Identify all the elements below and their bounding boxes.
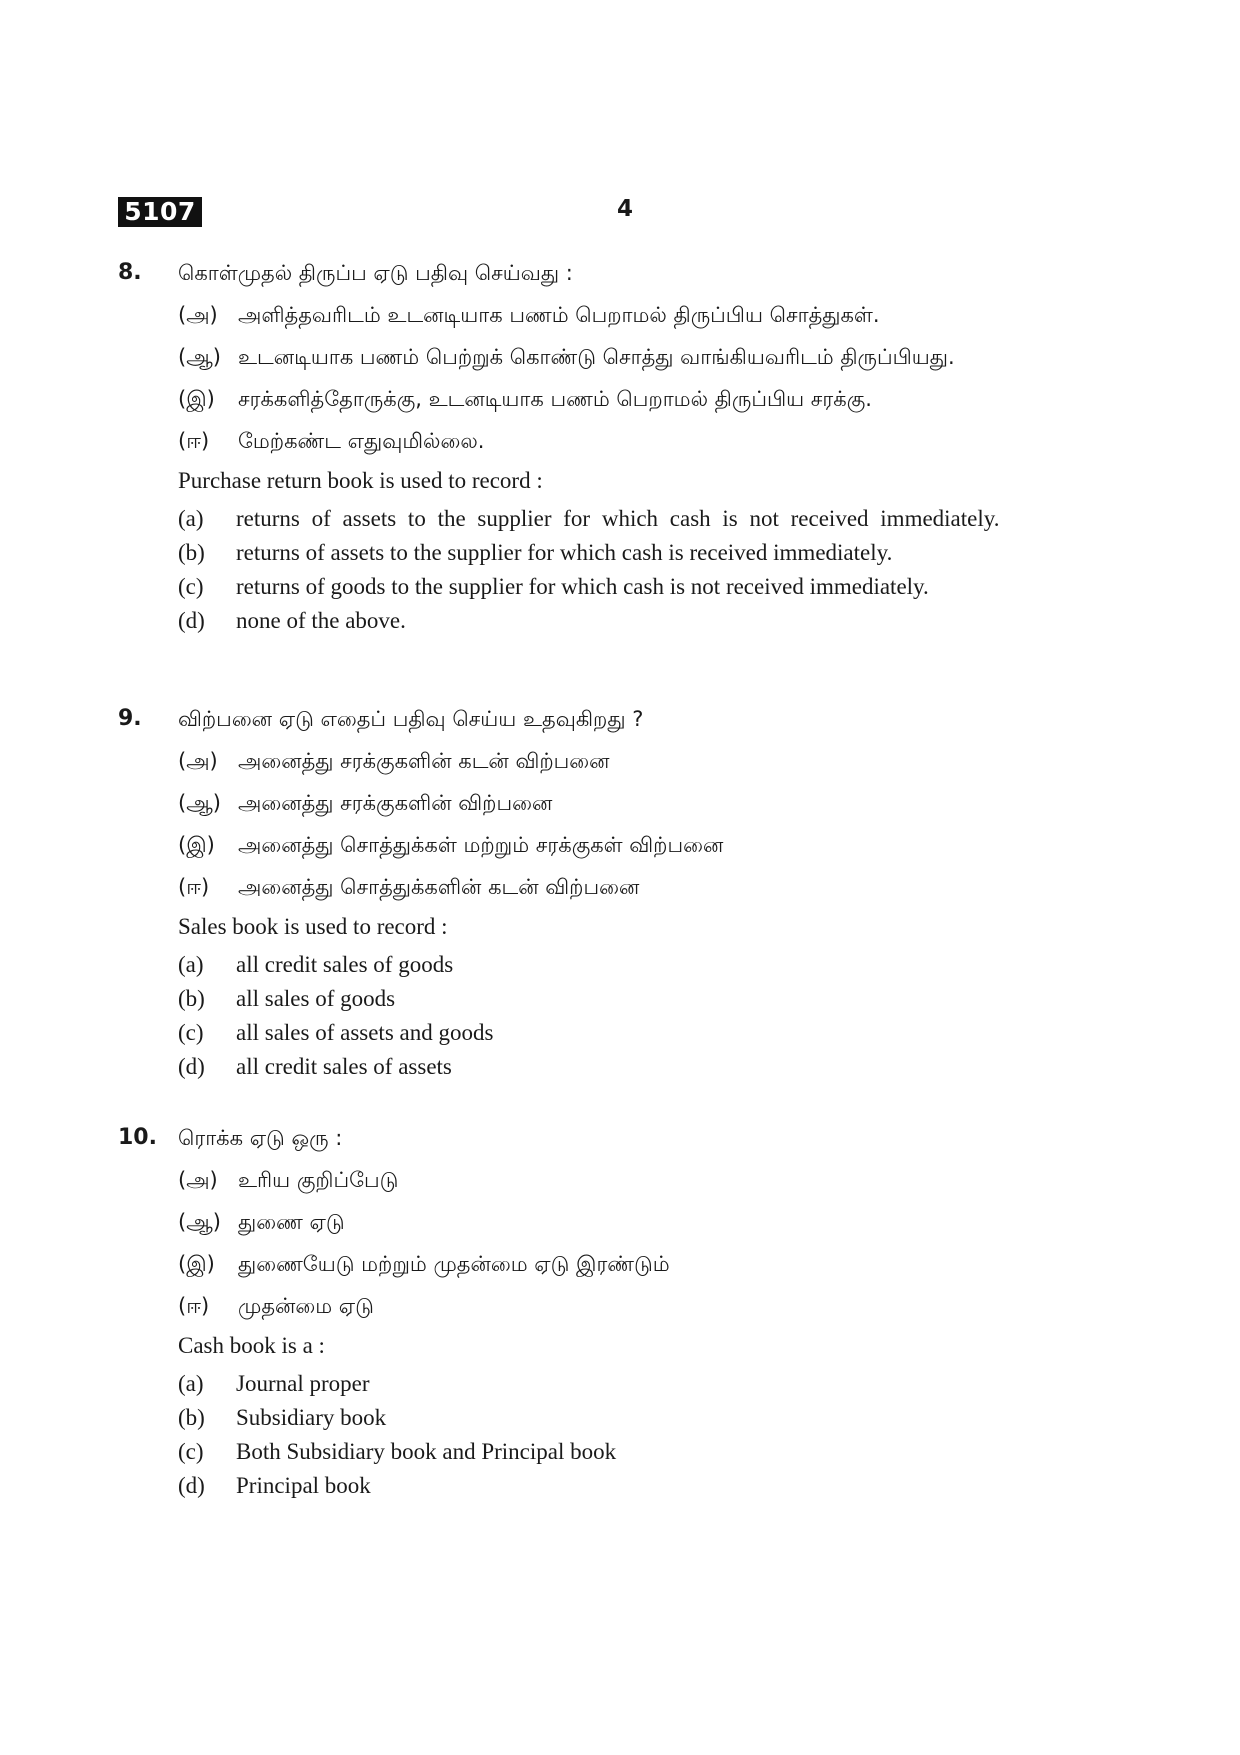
option-text: Journal proper xyxy=(236,1371,370,1396)
option-label: (ஆ) xyxy=(178,345,221,369)
option-text: அனைத்து சரக்குகளின் விற்பனை xyxy=(238,791,553,815)
question-number: 8. xyxy=(118,260,142,285)
option-label: (அ) xyxy=(178,749,218,773)
option-label: (b) xyxy=(178,1405,205,1430)
english-question-stem: Cash book is a : xyxy=(178,1333,325,1358)
tamil-option xyxy=(178,1205,1078,1247)
paper-code-badge: 5107 xyxy=(118,197,202,227)
option-text: returns of assets to the supplier for which cash is received immediately. xyxy=(236,540,893,565)
option-label: (ஆ) xyxy=(178,791,221,815)
option-label: (ஈ) xyxy=(178,875,210,899)
tamil-option xyxy=(178,298,1078,340)
option-text: உரிய குறிப்பேடு xyxy=(238,1168,399,1192)
option-text: returns of assets to the supplier for which cash is not received immediately. xyxy=(236,506,1000,531)
tamil-option xyxy=(178,1247,1078,1289)
option-text: அனைத்து சரக்குகளின் கடன் விற்பனை xyxy=(238,749,610,773)
tamil-option xyxy=(178,786,1078,828)
english-option xyxy=(178,539,1078,566)
option-label: (c) xyxy=(178,1439,204,1464)
english-option xyxy=(178,607,1078,634)
question-number: 10. xyxy=(118,1125,157,1150)
option-label: (ஈ) xyxy=(178,429,210,453)
tamil-option xyxy=(178,1289,1078,1331)
option-text: none of the above. xyxy=(236,608,406,633)
english-option xyxy=(178,985,1078,1012)
tamil-option xyxy=(178,424,1078,466)
tamil-option xyxy=(178,1163,1078,1205)
tamil-question-stem: கொள்முதல் திருப்ப ஏடு பதிவு செய்வது : xyxy=(178,261,573,285)
option-label: (ஈ) xyxy=(178,1294,210,1318)
english-option xyxy=(178,1019,1078,1046)
option-label: (a) xyxy=(178,952,204,977)
option-text: Principal book xyxy=(236,1473,371,1498)
tamil-option xyxy=(178,870,1078,912)
english-option xyxy=(178,1438,1078,1465)
english-question-stem: Purchase return book is used to record : xyxy=(178,468,543,493)
english-option xyxy=(178,505,1078,532)
option-label: (இ) xyxy=(178,1252,215,1276)
option-text: மேற்கண்ட எதுவுமில்லை. xyxy=(238,429,485,453)
english-option xyxy=(178,573,1078,600)
question-10 xyxy=(118,1121,1078,1499)
question-9 xyxy=(118,702,1078,1080)
option-text: returns of goods to the supplier for which cash is not received immediately. xyxy=(236,574,929,599)
english-question-stem: Sales book is used to record : xyxy=(178,914,448,939)
option-label: (b) xyxy=(178,986,205,1011)
option-text: Subsidiary book xyxy=(236,1405,387,1430)
english-option xyxy=(178,1053,1078,1080)
tamil-question-stem: விற்பனை ஏடு எதைப் பதிவு செய்ய உதவுகிறது ? xyxy=(178,707,644,731)
option-label: (ஆ) xyxy=(178,1210,221,1234)
english-option xyxy=(178,1404,1078,1431)
option-text: அனைத்து சொத்துக்கள் மற்றும் சரக்குகள் விற்பனை xyxy=(238,833,724,857)
option-label: (a) xyxy=(178,506,204,531)
tamil-option xyxy=(178,382,1078,424)
option-label: (d) xyxy=(178,1473,205,1498)
tamil-option xyxy=(178,744,1078,786)
option-text: துணை ஏடு xyxy=(238,1210,345,1234)
tamil-option xyxy=(178,828,1078,870)
option-label: (இ) xyxy=(178,387,215,411)
option-label: (அ) xyxy=(178,303,218,327)
option-text: all credit sales of goods xyxy=(236,952,454,977)
option-label: (c) xyxy=(178,1020,204,1045)
question-number: 9. xyxy=(118,706,142,731)
option-text: அளித்தவரிடம் உடனடியாக பணம் பெறாமல் திருப்பிய சொத்துகள். xyxy=(238,303,880,327)
page-number: 4 xyxy=(616,196,633,222)
option-text: அனைத்து சொத்துக்களின் கடன் விற்பனை xyxy=(238,875,640,899)
option-label: (d) xyxy=(178,608,205,633)
option-label: (a) xyxy=(178,1371,204,1396)
option-label: (b) xyxy=(178,540,205,565)
english-option xyxy=(178,1472,1078,1499)
option-text: Both Subsidiary book and Principal book xyxy=(236,1439,617,1464)
question-8 xyxy=(118,256,1078,634)
option-label: (c) xyxy=(178,574,204,599)
english-option xyxy=(178,1370,1078,1397)
option-text: உடனடியாக பணம் பெற்றுக் கொண்டு சொத்து வாங்கியவரிடம் திருப்பியது. xyxy=(238,345,955,369)
option-label: (இ) xyxy=(178,833,215,857)
option-text: all sales of goods xyxy=(236,986,396,1011)
tamil-question-stem: ரொக்க ஏடு ஒரு : xyxy=(178,1126,343,1150)
option-text: முதன்மை ஏடு xyxy=(238,1294,374,1318)
english-option xyxy=(178,951,1078,978)
option-label: (d) xyxy=(178,1054,205,1079)
option-text: சரக்களித்தோருக்கு, உடனடியாக பணம் பெறாமல் திருப்பிய சரக்கு. xyxy=(238,387,872,411)
option-text: all sales of assets and goods xyxy=(236,1020,494,1045)
tamil-option xyxy=(178,340,1078,382)
option-text: all credit sales of assets xyxy=(236,1054,452,1079)
option-label: (அ) xyxy=(178,1168,218,1192)
option-text: துணையேடு மற்றும் முதன்மை ஏடு இரண்டும் xyxy=(238,1252,670,1276)
